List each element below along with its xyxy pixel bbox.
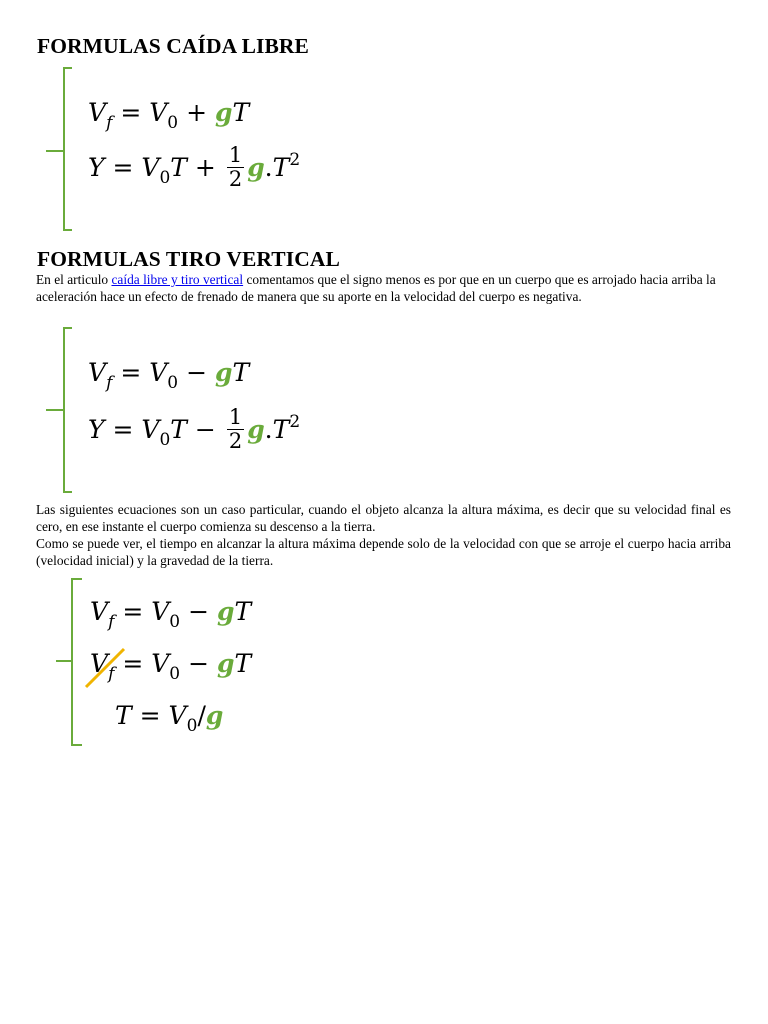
equations-max-height [54,577,374,747]
fraction-one-half: $\frac{1}{2}$ [228,405,243,453]
equation-final-velocity-cancelled: $V_f$ = $V_0$ − gT [90,651,251,676]
brace-icon [54,577,84,747]
equation-final-velocity-max: $V_f = V_0$ − gT [90,597,252,632]
link-caida-libre-tiro-vertical[interactable]: caída libre y tiro vertical [111,272,244,287]
fraction-one-half: $\frac{1}{2}$ [228,143,243,191]
intro-paragraph: En el articulo caída libre y tiro vertical comentamos que el signo menos es por que en un cuerpo que es arrojado hacia arriba la aceleración hace un efecto de frenado de manera que su aporte en la velocidad del cuerpo es negativa. [36,272,716,304]
time-dependence-paragraph: Como se puede ver, el tiempo en alcanzar la altura máxima depende solo de la velocidad con que se arroje el cuerpo hacia arriba (velocidad inicial) y la gravedad de la tierra. [36,536,731,568]
equation-final-velocity-vertical: $V_f = V_0$ − gT [88,358,250,393]
equation-height-vertical: $Y = V_0T$ − $\frac{1}{2}$ $g.T^2$ [88,405,301,453]
equation-time-max-height: $T = V_0/g$ [115,701,224,736]
heading-tiro-vertical: FORMULAS TIRO VERTICAL [37,247,340,271]
equation-final-velocity: $V_f = V_0$ + gT [88,98,250,133]
max-height-paragraph: Las siguientes ecuaciones son un caso particular, cuando el objeto alcanza la altura máxima, es decir que su velocidad final es cero, en ese instante el cuerpo comienza su descenso a la tierra. [36,502,731,534]
equations-tiro-vertical [44,326,364,494]
cancelled-final-velocity: $V_f$ [90,651,114,676]
equation-height: $Y = V_0T$ + $\frac{1}{2}$ $g.T^2$ [88,143,301,191]
brace-icon [44,326,74,494]
brace-icon [44,66,74,232]
strike-through-icon [84,647,130,691]
equations-caida-libre [44,66,364,232]
heading-caida-libre: FORMULAS CAÍDA LIBRE [37,34,309,58]
